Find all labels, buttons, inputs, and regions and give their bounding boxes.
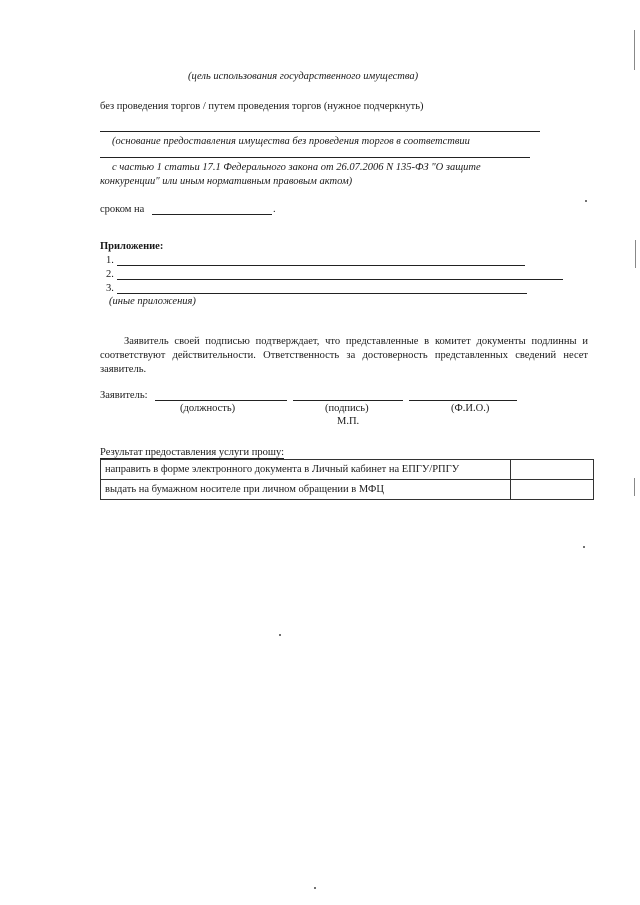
scan-speck: [583, 546, 585, 548]
signature-caption: (подпись): [325, 403, 369, 414]
attachment-number-2: 2.: [106, 269, 114, 280]
basis-blank-line[interactable]: [100, 131, 540, 132]
result-options-table: [100, 459, 594, 500]
result-heading: Результат предоставления услуги прошу:: [100, 447, 285, 458]
basis-caption-line2: с частью 1 статьи 17.1 Федерального закона от 26.07.2006 N 135-ФЗ "О защите: [112, 162, 481, 173]
scan-speck: [279, 634, 281, 636]
stamp-label: М.П.: [337, 416, 360, 427]
attachment-blank-1[interactable]: [117, 265, 525, 266]
applicant-label: Заявитель:: [100, 390, 148, 401]
name-caption: (Ф.И.О.): [451, 403, 490, 414]
scan-speck: [585, 200, 587, 202]
position-caption: (должность): [180, 403, 236, 414]
attachments-caption: (иные приложения): [109, 296, 196, 307]
term-label: сроком на: [100, 204, 145, 215]
basis-caption-line3: конкуренции" или иным нормативным правовым актом): [100, 176, 353, 187]
scan-edge-mark: [634, 478, 635, 496]
scan-edge-mark: [634, 30, 635, 70]
basis-blank-line-2[interactable]: [100, 157, 530, 158]
confirmation-paragraph: Заявитель своей подписью подтверждает, что представленные в комитет документы подлинны и соответствуют действительности. Ответственность за достоверность представленных сведений несет заявитель.: [100, 336, 588, 375]
result-option-row: [101, 460, 594, 480]
scan-edge-mark: [635, 240, 636, 268]
term-blank[interactable]: [152, 214, 272, 215]
name-blank[interactable]: [409, 400, 517, 401]
tender-choice-line: без проведения торгов / путем проведения торгов (нужное подчеркнуть): [100, 101, 424, 112]
attachment-blank-3[interactable]: [117, 293, 527, 294]
attachments-heading: Приложение:: [100, 241, 164, 252]
signature-blank[interactable]: [293, 400, 403, 401]
attachment-blank-2[interactable]: [117, 279, 563, 280]
position-blank[interactable]: [155, 400, 287, 401]
result-option-label: выдать на бумажном носителе при личном обращении в МФЦ: [101, 480, 511, 500]
result-option-checkbox-electronic[interactable]: [511, 460, 594, 480]
result-option-checkbox-paper[interactable]: [511, 480, 594, 500]
basis-caption-line1: (основание предоставления имущества без проведения торгов в соответствии: [112, 136, 470, 147]
term-end: .: [273, 204, 276, 215]
scan-speck: [314, 887, 316, 889]
purpose-caption: (цель использования государственного имущества): [188, 71, 419, 82]
result-option-label: направить в форме электронного документа в Личный кабинет на ЕПГУ/РПГУ: [101, 460, 511, 480]
attachment-number-1: 1.: [106, 255, 114, 266]
result-option-row: [101, 480, 594, 500]
attachment-number-3: 3.: [106, 283, 114, 294]
